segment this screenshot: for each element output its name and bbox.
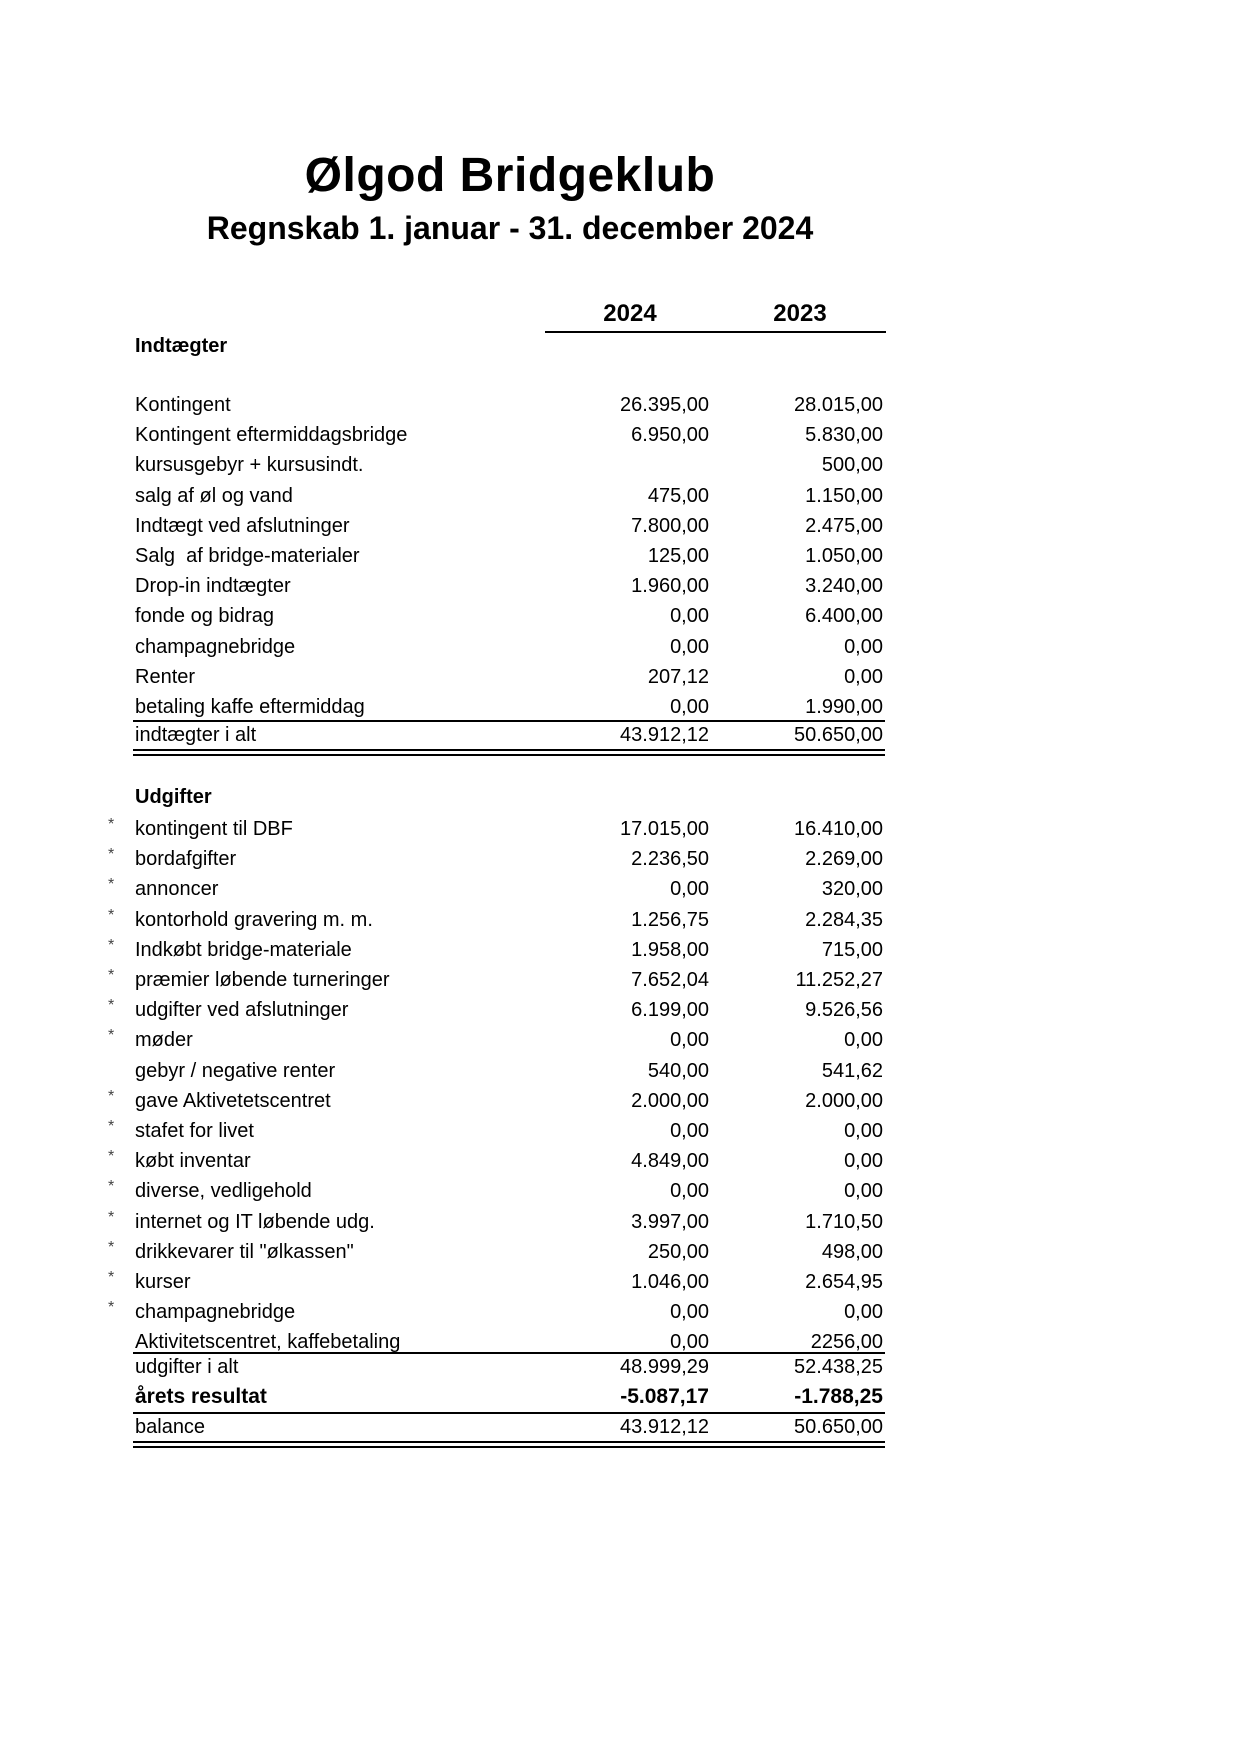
income-value-2023: 28.015,00: [794, 394, 883, 416]
expense-row: [0, 1120, 1241, 1150]
income-label: Drop-in indtægter: [135, 575, 291, 598]
asterisk-marker: *: [108, 1299, 115, 1317]
expenses-total-label: udgifter i alt: [135, 1356, 239, 1378]
asterisk-marker: *: [108, 1208, 115, 1226]
income-value-2023: 0,00: [844, 635, 883, 658]
income-label: Salg af bridge-materialer: [135, 545, 360, 567]
asterisk-marker: *: [108, 906, 115, 924]
document-subtitle: Regnskab 1. januar - 31. december 2024: [206, 210, 814, 246]
asterisk-marker: *: [108, 1118, 115, 1135]
income-row: [0, 545, 1241, 575]
expense-value-2023: 0,00: [844, 1180, 883, 1203]
expenses-heading: Udgifter: [135, 786, 212, 808]
expense-label: annoncer: [135, 878, 219, 901]
expense-value-2023: 541,62: [821, 1059, 883, 1082]
balance-2023: 50.650,00: [794, 1416, 883, 1438]
expense-value-2024: 6.199,00: [631, 999, 709, 1022]
income-label: Kontingent: [135, 394, 231, 416]
expense-value-2023: 0,00: [844, 1301, 883, 1324]
income-row: [0, 424, 1241, 454]
expense-row: [0, 1238, 1241, 1271]
column-header-rule: [545, 331, 886, 333]
expense-row: [0, 906, 1241, 939]
expense-value-2024: 1.256,75: [631, 908, 709, 931]
income-label: Indtægt ved afslutninger: [135, 514, 350, 537]
income-row: [0, 485, 1241, 515]
expense-value-2023: 0,00: [844, 1150, 883, 1173]
expense-value-2023: 2256,00: [810, 1331, 883, 1354]
expense-value-2024: 0,00: [670, 1331, 709, 1354]
asterisk-marker: *: [108, 1269, 115, 1286]
income-row: [0, 515, 1241, 545]
asterisk-marker: *: [108, 997, 115, 1015]
expense-value-2024: 1.958,00: [631, 938, 709, 961]
income-value-2023: 3.240,00: [805, 575, 883, 598]
income-total-2024: 43.912,12: [620, 724, 709, 746]
expenses-total-rule: [133, 1352, 885, 1354]
income-row: [0, 666, 1241, 696]
expense-value-2024: 4.849,00: [631, 1150, 709, 1173]
income-value-2023: 1.990,00: [805, 696, 883, 718]
expense-label: drikkevarer til "ølkassen": [135, 1240, 354, 1263]
column-header-2024: 2024: [603, 300, 657, 327]
expense-value-2024: 0,00: [670, 1180, 709, 1203]
asterisk-marker: *: [108, 816, 115, 833]
expense-label: champagnebridge: [135, 1301, 296, 1324]
expense-value-2023: 2.269,00: [805, 848, 883, 871]
expense-value-2024: 3.997,00: [631, 1210, 709, 1233]
income-total-double-rule: [133, 749, 885, 756]
income-label: salg af øl og vand: [135, 484, 293, 507]
income-total-2023: 50.650,00: [794, 724, 883, 746]
expense-row: [0, 1029, 1241, 1059]
asterisk-marker: *: [108, 1027, 115, 1045]
expense-value-2023: 9.526,56: [805, 999, 883, 1022]
income-label: champagnebridge: [135, 635, 296, 658]
expenses-total-2023: 52.438,25: [794, 1356, 883, 1378]
expense-value-2024: 0,00: [670, 1029, 709, 1052]
expense-value-2024: 0,00: [670, 1301, 709, 1324]
income-value-2023: 6.400,00: [805, 605, 883, 628]
expense-label: kontorhold gravering m. m.: [135, 908, 373, 931]
income-value-2024: 207,12: [647, 665, 709, 688]
income-row: [0, 454, 1241, 484]
result-row: [0, 1385, 1241, 1415]
expense-value-2024: 17.015,00: [620, 818, 709, 840]
expense-label: internet og IT løbende udg.: [135, 1210, 375, 1233]
expense-label: gave Aktivetetscentret: [135, 1089, 331, 1112]
income-label: Renter: [135, 665, 196, 688]
result-label: årets resultat: [135, 1385, 267, 1408]
expense-label: Indkøbt bridge-materiale: [135, 938, 352, 961]
expense-value-2023: 0,00: [844, 1029, 883, 1052]
asterisk-marker: *: [108, 967, 115, 984]
expense-value-2024: 0,00: [670, 878, 709, 901]
income-row: [0, 394, 1241, 424]
income-value-2024: 6.950,00: [631, 424, 709, 447]
expense-label: gebyr / negative renter: [135, 1059, 336, 1082]
asterisk-marker: *: [108, 846, 115, 864]
expense-label: bordafgifter: [135, 848, 237, 871]
income-value-2024: 475,00: [647, 484, 709, 507]
expense-row: [0, 969, 1241, 999]
expense-row: [0, 999, 1241, 1029]
income-row: [0, 605, 1241, 635]
expense-label: møder: [135, 1029, 193, 1052]
income-value-2023: 1.050,00: [805, 545, 883, 567]
income-value-2024: 26.395,00: [620, 394, 709, 416]
expense-row: [0, 1180, 1241, 1210]
expense-value-2024: 540,00: [647, 1059, 709, 1082]
document-title: Ølgod Bridgeklub: [304, 149, 716, 202]
expense-value-2023: 11.252,27: [795, 969, 883, 991]
result-2024: -5.087,17: [620, 1385, 709, 1408]
income-value-2023: 0,00: [844, 665, 883, 688]
expense-value-2023: 1.710,50: [805, 1210, 883, 1233]
income-value-2024: 125,00: [647, 545, 709, 567]
expense-label: Aktivitetscentret, kaffebetaling: [135, 1331, 401, 1354]
expense-row: [0, 1271, 1241, 1301]
income-value-2023: 1.150,00: [805, 484, 883, 507]
expense-row: [0, 1060, 1241, 1090]
expense-label: kontingent til DBF: [135, 818, 293, 840]
expense-value-2023: 498,00: [821, 1240, 883, 1263]
expense-row: [0, 1150, 1241, 1180]
income-value-2024: 0,00: [670, 696, 709, 718]
expenses-total-row: [0, 1356, 1241, 1386]
expense-row: [0, 848, 1241, 878]
expense-row: [0, 878, 1241, 908]
expense-value-2023: 0,00: [844, 1120, 883, 1142]
expense-value-2024: 250,00: [647, 1240, 709, 1263]
asterisk-marker: *: [108, 876, 115, 894]
asterisk-marker: *: [108, 936, 115, 954]
income-value-2024: 0,00: [670, 635, 709, 658]
expense-row: [0, 1301, 1241, 1331]
expense-row: [0, 818, 1241, 848]
balance-label: balance: [135, 1416, 206, 1438]
balance-2024: 43.912,12: [620, 1416, 709, 1438]
income-value-2024: 0,00: [670, 605, 709, 628]
income-total-label: indtægter i alt: [135, 724, 257, 746]
income-row: [0, 636, 1241, 666]
income-value-2024: 1.960,00: [631, 575, 709, 598]
expense-label: udgifter ved afslutninger: [135, 999, 349, 1022]
expense-label: præmier løbende turneringer: [135, 969, 390, 991]
asterisk-marker: *: [108, 1178, 115, 1196]
expense-value-2023: 16.410,00: [794, 818, 883, 840]
expense-label: kurser: [135, 1271, 191, 1293]
expense-value-2023: 2.284,35: [805, 908, 883, 931]
asterisk-marker: *: [108, 1087, 115, 1105]
expense-label: diverse, vedligehold: [135, 1180, 312, 1203]
result-2023: -1.788,25: [794, 1385, 883, 1408]
expense-label: købt inventar: [135, 1150, 251, 1173]
expense-value-2024: 2.236,50: [631, 848, 709, 871]
income-value-2023: 5.830,00: [805, 424, 883, 447]
income-total-rule: [133, 720, 885, 722]
balance-rule: [133, 1412, 885, 1414]
income-label: Kontingent eftermiddagsbridge: [135, 424, 408, 447]
expense-row: [0, 1087, 1241, 1120]
expense-value-2023: 715,00: [821, 938, 883, 961]
expenses-total-2024: 48.999,29: [620, 1356, 709, 1378]
expense-value-2023: 2.000,00: [805, 1089, 883, 1112]
column-header-2023: 2023: [773, 300, 827, 327]
expense-value-2023: 2.654,95: [805, 1271, 883, 1293]
income-label: betaling kaffe eftermiddag: [135, 696, 365, 718]
expense-label: stafet for livet: [135, 1120, 254, 1142]
income-row: [0, 575, 1241, 605]
expense-value-2024: 2.000,00: [631, 1089, 709, 1112]
expense-value-2024: 7.652,04: [631, 969, 709, 991]
income-label: kursusgebyr + kursusindt.: [135, 454, 364, 477]
income-value-2023: 2.475,00: [805, 514, 883, 537]
balance-double-rule: [133, 1441, 885, 1448]
expense-value-2024: 0,00: [670, 1120, 709, 1142]
asterisk-marker: *: [108, 1238, 115, 1256]
expense-row: [0, 1208, 1241, 1241]
asterisk-marker: *: [108, 1148, 115, 1166]
expense-value-2024: 1.046,00: [631, 1271, 709, 1293]
income-label: fonde og bidrag: [135, 605, 275, 628]
expense-row: [0, 936, 1241, 969]
income-heading: Indtægter: [135, 335, 228, 357]
expense-value-2023: 320,00: [821, 878, 883, 901]
income-value-2024: 7.800,00: [631, 514, 709, 537]
income-value-2023: 500,00: [821, 454, 883, 477]
